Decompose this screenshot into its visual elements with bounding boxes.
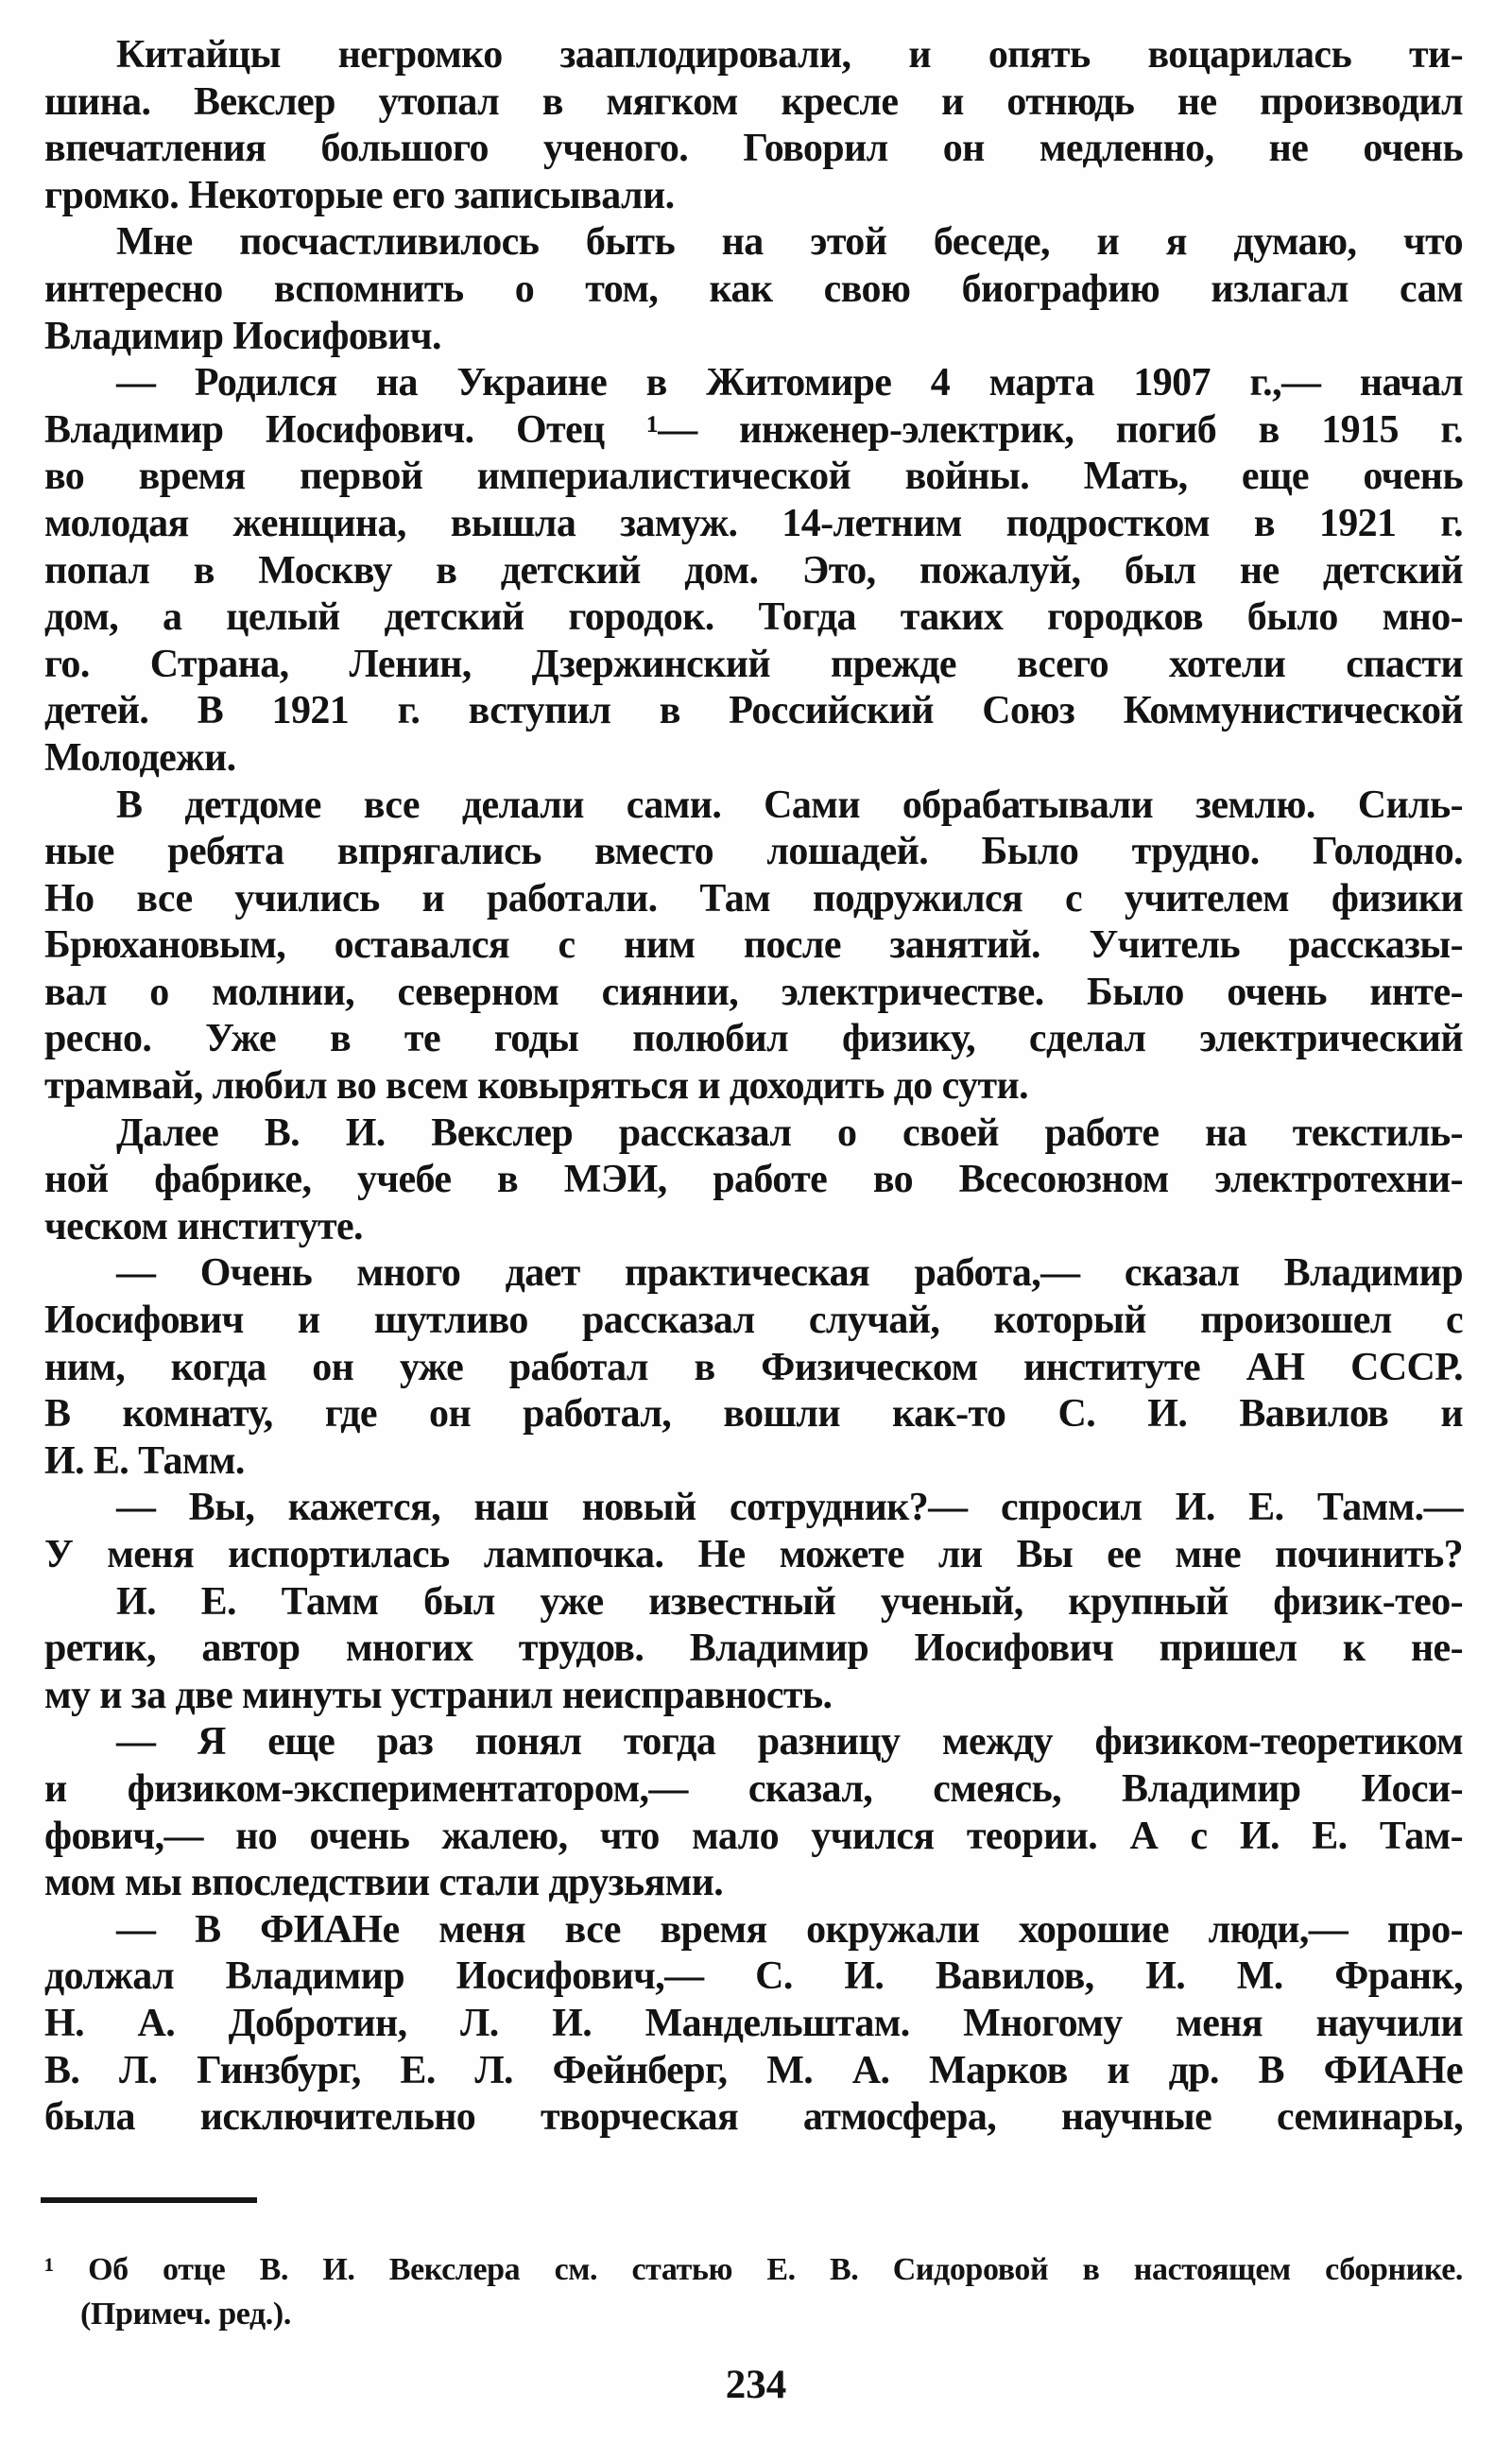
text-line: — В ФИАНе меня все время окружали хорошие люди,— про-	[116, 1907, 1463, 1952]
text-line: ной фабрике, учебе в МЭИ, работе во Всесоюзном электротехни-	[44, 1158, 1463, 1202]
text-line: во время первой империалистической войны. Мать, еще очень	[44, 455, 1463, 499]
text-line: — Вы, кажется, наш новый сотрудник?— спросил И. Е. Тамм.—	[116, 1486, 1463, 1530]
text-line: должал Владимир Иосифович,— С. И. Вавилов, И. М. Франк,	[44, 1954, 1463, 1999]
footnote-line: (Примеч. ред.).	[80, 2297, 291, 2332]
text-line: Но все учились и работали. Там подружился с учителем физики	[44, 876, 1463, 921]
text-line: Мне посчастливилось быть на этой беседе, и я думаю, что	[116, 220, 1463, 265]
page-body-text	[44, 32, 1463, 2142]
text-line: му и за две минуты устранил неисправность.	[44, 1673, 833, 1717]
text-line: детей. В 1921 г. вступил в Российский Союз Коммунистической	[44, 689, 1463, 733]
text-line: фович,— но очень жалею, что мало учился теории. А с И. Е. Там-	[44, 1814, 1463, 1858]
text-line: ретик, автор многих трудов. Владимир Иосифович пришел к не-	[44, 1626, 1463, 1671]
text-line: и физиком-экспериментатором,— сказал, смеясь, Владимир Иоси-	[44, 1766, 1463, 1811]
text-line: вал о молнии, северном сиянии, электричестве. Было очень инте-	[44, 970, 1463, 1014]
text-line: мом мы впоследствии стали друзьями.	[44, 1861, 724, 1905]
text-line: Брюхановым, оставался с ним после занятий. Учитель рассказы-	[44, 923, 1463, 968]
text-line: шина. Векслер утопал в мягком кресле и отнюдь не производил	[44, 79, 1463, 124]
text-line: была исключительно творческая атмосфера, научные семинары,	[44, 2095, 1463, 2140]
text-line: впечатления большого ученого. Говорил он медленно, не очень	[44, 127, 1463, 171]
text-line: дом, а целый детский городок. Тогда таких городков было мно-	[44, 595, 1463, 640]
text-line: интересно вспомнить о том, как свою биографию излагал сам	[44, 267, 1463, 311]
footnote-line: ¹ Об отце В. И. Векслера см. статью Е. В. Сидоровой в настоящем сборнике.	[44, 2252, 1463, 2287]
text-line: — Родился на Украине в Житомире 4 марта 1907 г.,— начал	[116, 361, 1463, 405]
text-line: — Я еще раз понял тогда разницу между физиком-теоретиком	[116, 1720, 1463, 1764]
text-line: трамвай, любил во всем ковыряться и доходить до сути.	[44, 1064, 1029, 1109]
text-line: — Очень много дает практическая работа,— сказал Владимир	[116, 1251, 1463, 1296]
text-line: Владимир Иосифович.	[44, 314, 441, 358]
text-line: ные ребята впрягались вместо лошадей. Было трудно. Голодно.	[44, 830, 1463, 874]
text-line: И. Е. Тамм был уже известный ученый, крупный физик-тео-	[116, 1579, 1463, 1624]
text-line: Владимир Иосифович. Отец ¹— инженер-электрик, погиб в 1915 г.	[44, 407, 1463, 452]
text-line: Н. А. Добротин, Л. И. Мандельштам. Многому меня научили	[44, 2001, 1463, 2045]
text-line: ческом институте.	[44, 1204, 363, 1248]
text-line: Молодежи.	[44, 735, 236, 780]
text-line: В. Л. Гинзбург, Е. Л. Фейнберг, М. А. Марков и др. В ФИАНе	[44, 2048, 1463, 2092]
text-line: У меня испортилась лампочка. Не можете ли Вы ее мне починить?	[44, 1533, 1463, 1576]
text-line: В детдоме все делали сами. Сами обрабатывали землю. Силь-	[116, 783, 1463, 827]
text-line: попал в Москву в детский дом. Это, пожалуй, был не детский	[44, 548, 1463, 593]
page-number: 234	[725, 2363, 787, 2407]
text-line: Иосифович и шутливо рассказал случай, который произошел с	[44, 1299, 1463, 1343]
footnote-separator	[41, 2197, 257, 2203]
text-line: молодая женщина, вышла замуж. 14-летним подростком в 1921 г.	[44, 501, 1463, 545]
text-line: ним, когда он уже работал в Физическом институте АН СССР.	[44, 1345, 1463, 1389]
footnote	[44, 2247, 1463, 2336]
text-line: Китайцы негромко зааплодировали, и опять воцарилась ти-	[116, 33, 1463, 77]
text-line: Далее В. И. Векслер рассказал о своей работе на текстиль-	[116, 1110, 1463, 1155]
text-line: И. Е. Тамм.	[44, 1438, 245, 1483]
text-line: го. Страна, Ленин, Дзержинский прежде всего хотели спасти	[44, 642, 1463, 686]
text-line: В комнату, где он работал, вошли как-то С. И. Вавилов и	[44, 1392, 1463, 1437]
text-line: громко. Некоторые его записывали.	[44, 173, 675, 217]
text-line: ресно. Уже в те годы полюбил физику, сделал электрический	[44, 1017, 1463, 1061]
